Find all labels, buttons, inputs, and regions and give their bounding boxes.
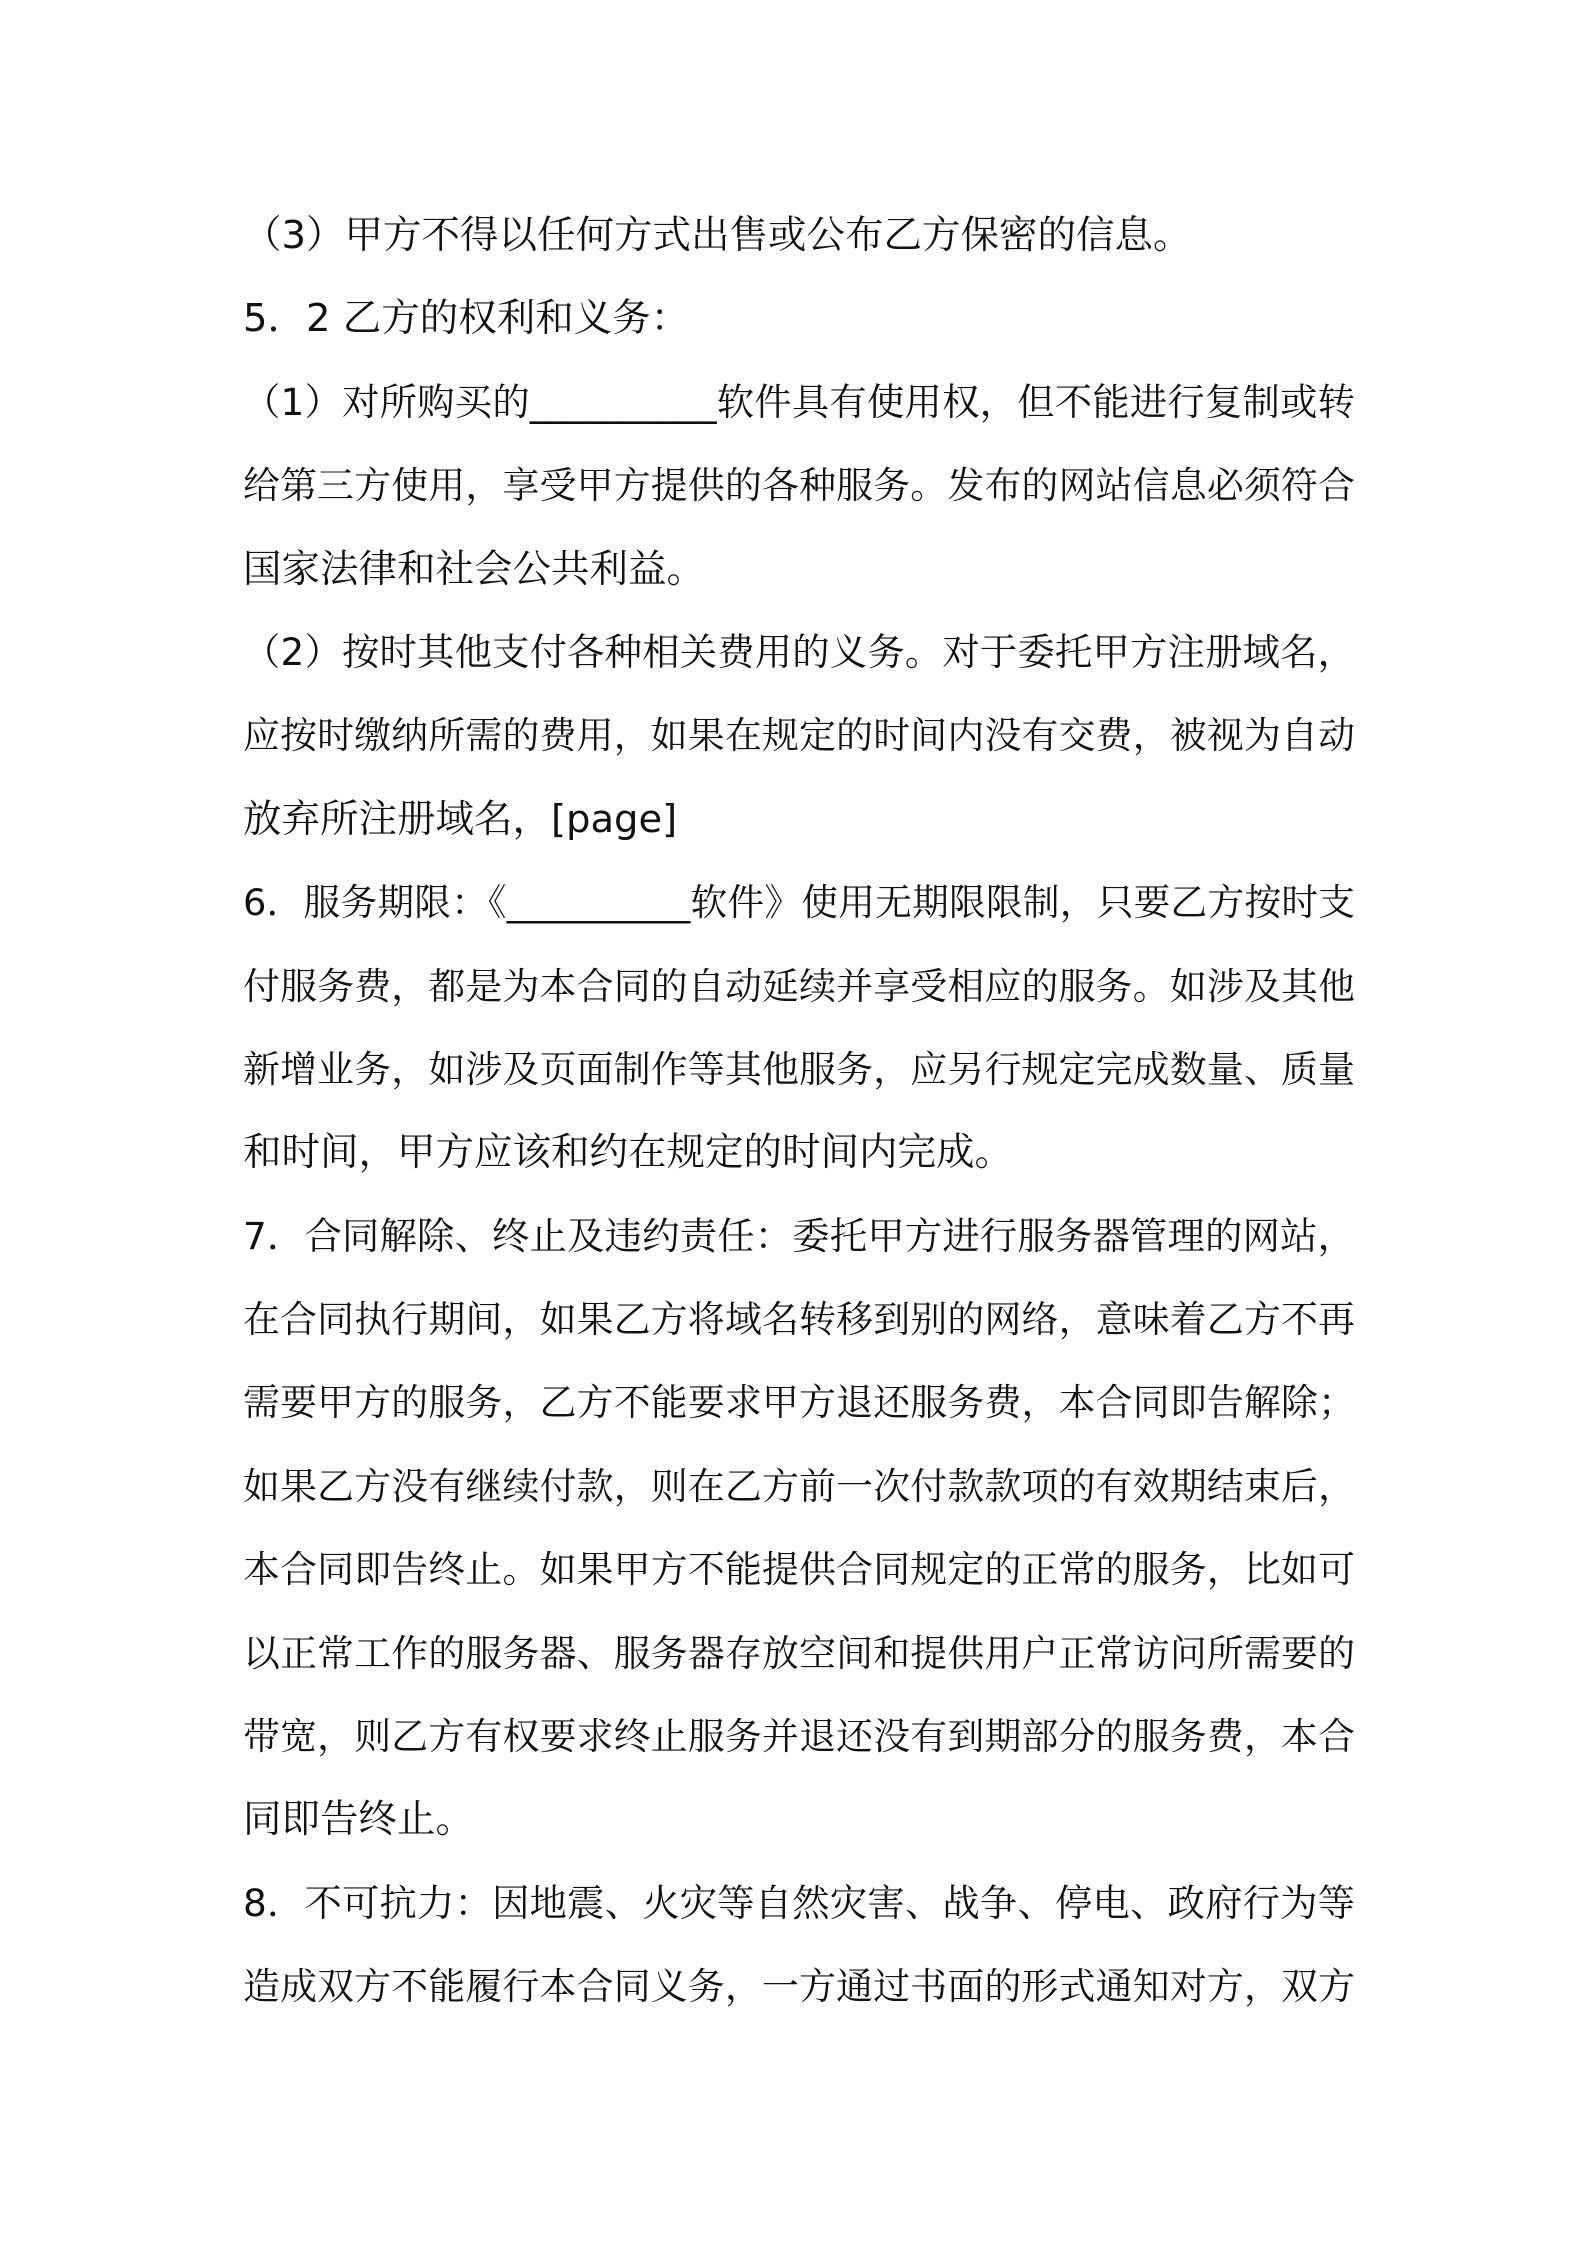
text-line: 本合同即告终止。如果甲方不能提供合同规定的正常的服务，比如可	[243, 1548, 1355, 1592]
text-line: 国家法律和社会公共利益。	[243, 546, 706, 592]
text-line: 如果乙方没有继续付款，则在乙方前一次付款款项的有效期结束后，	[243, 1464, 1355, 1508]
text-line: 新增业务，如涉及页面制作等其他服务，应另行规定完成数量、质量	[243, 1047, 1355, 1091]
text-line: 造成双方不能履行本合同义务，一方通过书面的形式通知对方，双方	[243, 1965, 1355, 2009]
text-line: 付服务费，都是为本合同的自动延续并享受相应的服务。如涉及其他	[243, 964, 1355, 1008]
text-line: 应按时缴纳所需的费用，如果在规定的时间内没有交费，被视为自动	[243, 714, 1355, 758]
text-line: （3）甲方不得以任何方式出售或公布乙方保密的信息。	[243, 213, 1192, 258]
text-line: 同即告终止。	[243, 1797, 475, 1843]
text-line: （2）按时其他支付各种相关费用的义务。对于委托甲方注册域名，	[243, 629, 1355, 674]
text-line: 和时间，甲方应该和约在规定的时间内完成。	[243, 1130, 1014, 1176]
text-line: （1）对所购买的__________软件具有使用权，但不能进行复制或转	[243, 379, 1355, 424]
text-line: 需要甲方的服务，乙方不能要求甲方退还服务费，本合同即告解除；	[243, 1381, 1355, 1425]
text-line: 6．服务期限：《__________软件》使用无期限限制，只要乙方按时支	[243, 881, 1355, 925]
text-line: 8．不可抗力：因地震、火灾等自然灾害、战争、停电、政府行为等	[243, 1880, 1355, 1925]
text-line: 给第三方使用，享受甲方提供的各种服务。发布的网站信息必须符合	[243, 464, 1355, 508]
text-line: 7．合同解除、终止及违约责任：委托甲方进行服务器管理的网站，	[243, 1213, 1355, 1258]
contract-text	[243, 194, 1355, 2029]
text-line: 带宽，则乙方有权要求终止服务并退还没有到期部分的服务费，本合	[243, 1715, 1355, 1759]
text-line: 以正常工作的服务器、服务器存放空间和提供用户正常访问所需要的	[243, 1631, 1355, 1675]
text-line: 在合同执行期间，如果乙方将域名转移到别的网络，意味着乙方不再	[243, 1298, 1355, 1342]
text-line: 放弃所注册域名，[page]	[243, 796, 678, 842]
text-line: 5．2 乙方的权利和义务：	[243, 296, 690, 342]
